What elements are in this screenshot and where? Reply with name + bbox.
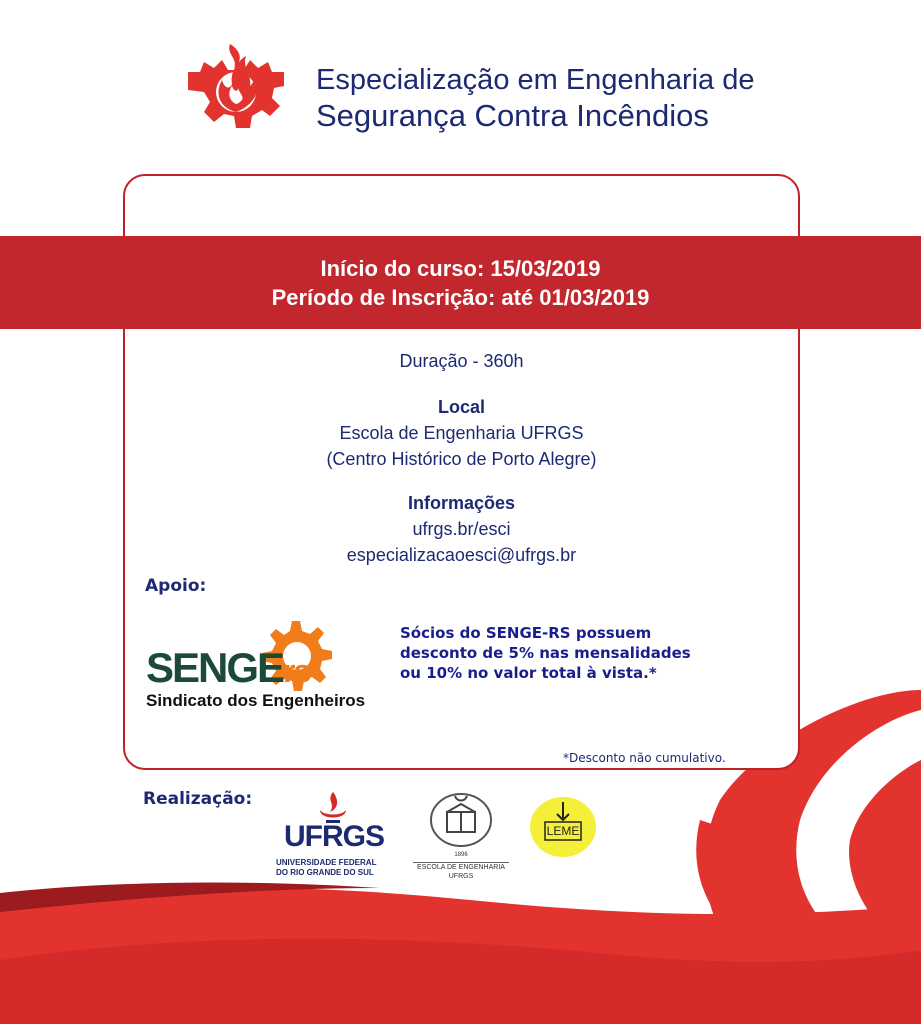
ufrgs-sub1: UNIVERSIDADE FEDERAL <box>276 858 377 867</box>
course-title-line1: Especialização em Engenharia de <box>316 64 755 96</box>
dates-banner <box>0 236 921 329</box>
discount-disclaimer: *Desconto não cumulativo. <box>563 751 726 765</box>
local-line1: Escola de Engenharia UFRGS <box>339 423 584 443</box>
senge-subtitle: Sindicato dos Engenheiros <box>146 691 366 710</box>
local-section <box>123 394 800 472</box>
course-title <box>316 62 876 134</box>
info-email-link[interactable]: especializacaoesci@ufrgs.br <box>346 545 577 565</box>
senge-logo <box>146 617 366 713</box>
duration-text: Duração - 360h <box>399 351 524 371</box>
senge-name: SENGE <box>146 644 284 691</box>
member-discount-note <box>400 623 760 683</box>
escola-sub1: ESCOLA DE ENGENHARIA <box>417 864 505 871</box>
senge-suffix: rs <box>283 653 310 689</box>
escola-crest-icon <box>427 790 495 852</box>
info-site-link[interactable]: ufrgs.br/esci <box>412 519 511 539</box>
course-start-date: Início do curso: 15/03/2019 <box>320 256 601 281</box>
escola-sub2: UFRGS <box>448 873 474 880</box>
support-label: Apoio: <box>145 576 207 596</box>
leme-logo <box>529 796 597 858</box>
flame-gear-icon <box>180 34 292 132</box>
local-line2: (Centro Histórico de Porto Alegre) <box>326 449 597 469</box>
ufrgs-name: UFRGS <box>284 820 384 853</box>
local-heading: Local <box>437 397 485 417</box>
info-heading: Informações <box>407 493 516 513</box>
escola-engenharia-logo <box>413 790 509 882</box>
discount-line3: ou 10% no valor total à vista.* <box>400 664 657 682</box>
discount-line2: desconto de 5% nas mensalidades <box>400 644 691 662</box>
course-title-line2: Segurança Contra Incêndios <box>316 98 709 133</box>
registration-period: Período de Inscrição: até 01/03/2019 <box>271 285 650 310</box>
info-section <box>123 490 800 568</box>
realization-label: Realização: <box>143 789 253 809</box>
escola-year: 1896 <box>454 852 468 858</box>
leme-name: LEME <box>546 824 580 838</box>
discount-line1: Sócios do SENGE-RS possuem <box>400 624 652 642</box>
ufrgs-sub2: DO RIO GRANDE DO SUL <box>276 868 374 877</box>
ufrgs-logo <box>276 790 392 882</box>
